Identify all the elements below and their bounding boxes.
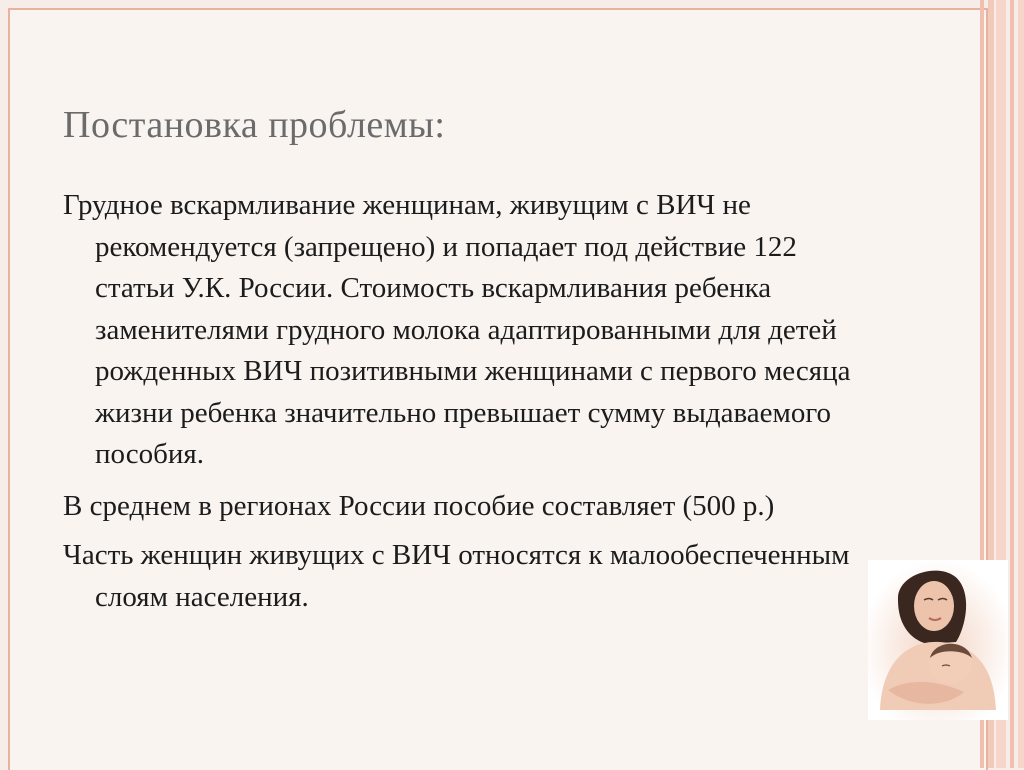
decorative-stripe: [1010, 0, 1014, 768]
mother-and-child-photo: [868, 560, 1008, 720]
mother-and-child-illustration: [868, 560, 1008, 720]
slide-title: Постановка проблемы:: [63, 104, 446, 146]
decorative-stripe: [1018, 0, 1024, 768]
paragraph-allowance: В среднем в регионах России пособие составляет (500 р.): [63, 489, 775, 522]
paragraph-breastfeeding: Грудное вскармливание женщинам, живущим с ВИЧ не рекомендуется (запрещено) и попадает под действие 122 статьи У.К. России. Стоимость вскармливания ребенка заменителями грудного молока адаптированными для детей рожденных ВИЧ позитивными женщинами с первого месяца жизни ребенка значительно превышает сумму выдаваемого пособия.: [63, 189, 851, 470]
slide-body: [63, 185, 873, 626]
paragraph-low-income: Часть женщин живущих с ВИЧ относятся к малообеспеченным слоям населения.: [63, 539, 850, 613]
